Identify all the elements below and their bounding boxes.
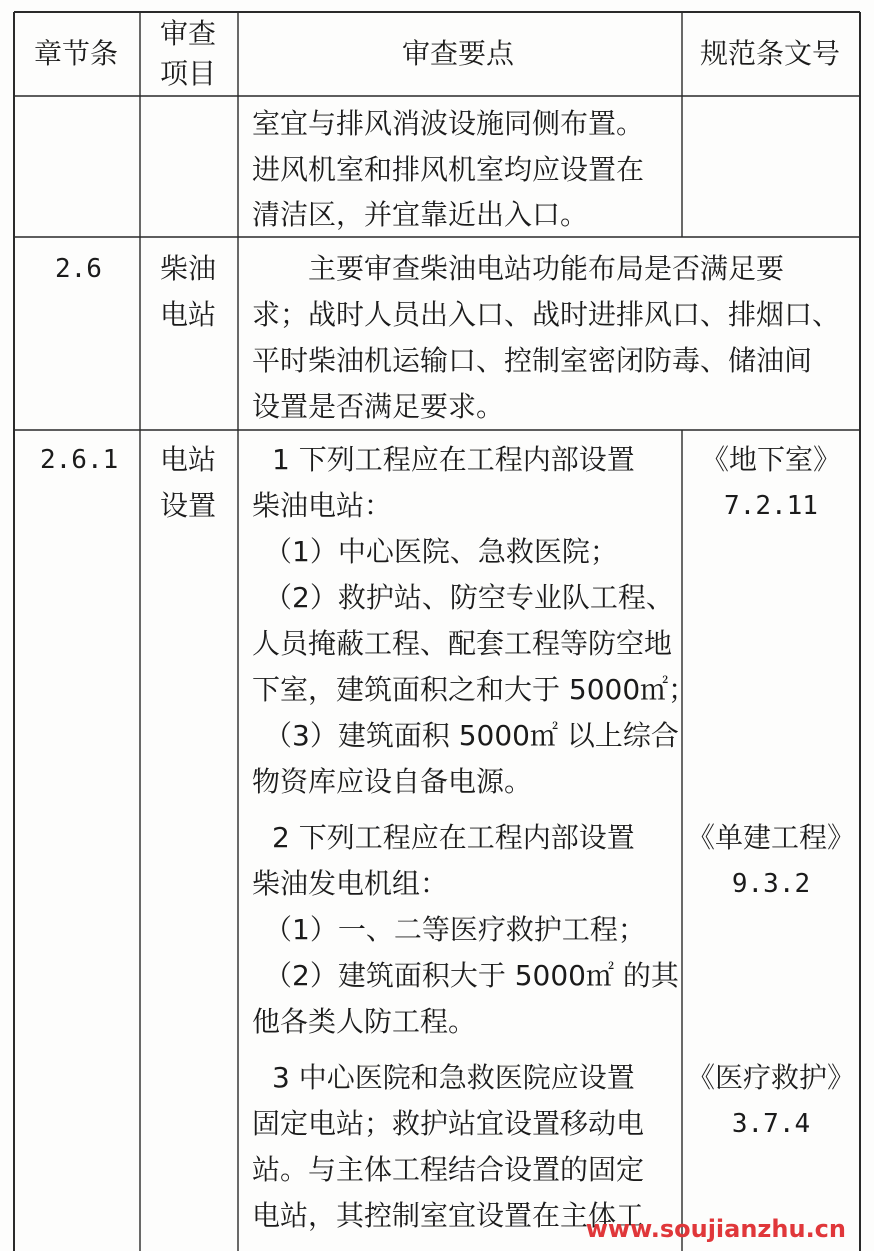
header-review-item-line2: 项目 — [160, 57, 217, 90]
row2-line: 2 下列工程应在工程内部设置 — [272, 821, 635, 854]
row2-line: （3）建筑面积 5000㎡ 以上综合 — [264, 719, 679, 752]
header-review-item-line1: 审查 — [160, 17, 217, 50]
row0-line: 室宜与排风消波设施同侧布置。 — [252, 107, 645, 140]
row1-line: 设置是否满足要求。 — [252, 390, 505, 423]
header-review-points: 审查要点 — [402, 37, 515, 70]
ref-name: 《单建工程》 — [686, 821, 855, 854]
row2-line: 他各类人防工程。 — [252, 1005, 477, 1038]
ref-clause: 7.2.11 — [724, 491, 818, 521]
row2-line: 固定电站；救护站宜设置移动电 — [252, 1107, 645, 1140]
ref-name: 《医疗救护》 — [686, 1061, 855, 1094]
ref-clause: 3.7.4 — [731, 1109, 811, 1139]
row2-section-number: 2.6.1 — [40, 445, 119, 475]
row1-line: 主要审查柴油电站功能布局是否满足要 — [308, 252, 785, 285]
row1-item-line2: 电站 — [160, 298, 217, 331]
row2-line: 人员掩蔽工程、配套工程等防空地 — [252, 627, 673, 660]
row2-line: 下室，建筑面积之和大于 5000㎡； — [252, 673, 697, 706]
row2-line: （2）救护站、防空专业队工程、 — [264, 581, 674, 614]
watermark: www.soujianzhu.cn — [585, 1215, 846, 1243]
ref-name: 《地下室》 — [700, 443, 841, 476]
row1-section-number: 2.6 — [55, 254, 102, 284]
row2-line: 柴油发电机组： — [252, 867, 449, 900]
ref-clause: 9.3.2 — [731, 869, 811, 899]
row2-line: 柴油电站： — [252, 489, 393, 522]
row2-item-line1: 电站 — [160, 443, 217, 476]
row2-line: 物资库应设自备电源。 — [252, 765, 533, 798]
header-clause-number: 规范条文号 — [700, 37, 841, 70]
row2-line: 3 中心医院和急救医院应设置 — [272, 1061, 635, 1094]
row0-line: 进风机室和排风机室均应设置在 — [252, 153, 645, 186]
row2-line: 1 下列工程应在工程内部设置 — [272, 443, 635, 476]
row2-line: 电站，其控制室宜设置在主体工 — [252, 1199, 645, 1232]
row2-line: 站。与主体工程结合设置的固定 — [252, 1153, 645, 1186]
row1-line: 平时柴油机运输口、控制室密闭防毒、储油间 — [252, 344, 813, 377]
header-chapter: 章节条 — [34, 37, 119, 70]
row2-line: （1）中心医院、急救医院； — [264, 535, 618, 568]
row2-line: （1）一、二等医疗救护工程； — [264, 913, 646, 946]
row0-line: 清洁区，并宜靠近出入口。 — [252, 198, 589, 231]
row1-line: 求；战时人员出入口、战时进排风口、排烟口、 — [252, 298, 841, 331]
row1-item-line1: 柴油 — [160, 252, 217, 285]
row2-line: （2）建筑面积大于 5000㎡ 的其 — [264, 959, 679, 992]
row2-item-line2: 设置 — [160, 489, 217, 522]
